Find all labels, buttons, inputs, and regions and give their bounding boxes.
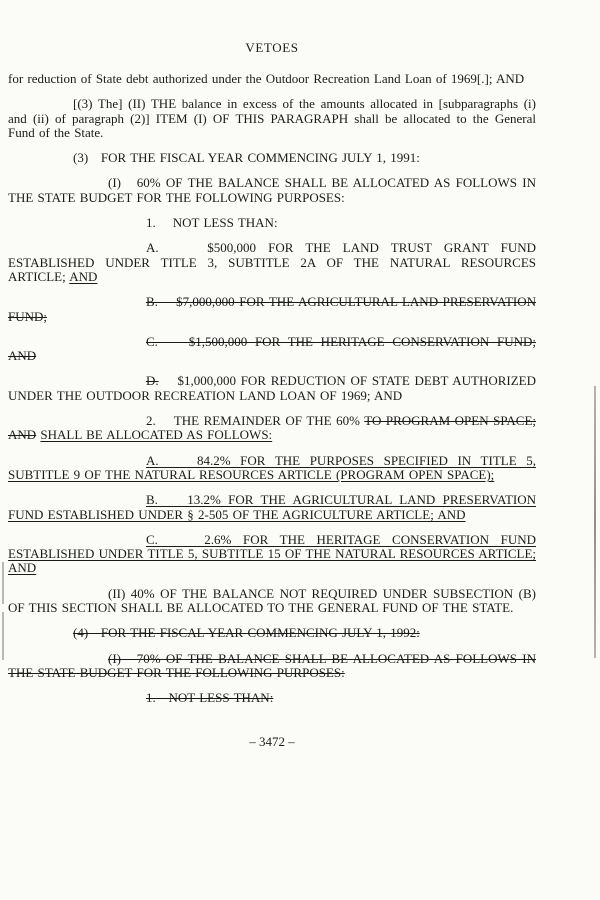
paragraph	[8, 97, 536, 140]
text-segment: for reduction of State debt authorized under the Outdoor Recreation Land Loan of 1969[.]; AND	[8, 71, 525, 86]
scan-artifact-left-line	[2, 612, 4, 660]
paragraph	[8, 493, 536, 522]
struck-text: B. $7,000,000 FOR THE AGRICULTURAL LAND PRESERVATION FUND;	[8, 294, 536, 324]
paragraph	[8, 295, 536, 324]
struck-text: 1. NOT LESS THAN:	[146, 690, 274, 706]
paragraph	[8, 176, 536, 205]
text-segment: A. $500,000 FOR THE LAND TRUST GRANT FUND ESTABLISHED UNDER TITLE 3, SUBTITLE 2A OF THE NATURAL RESOURCES ARTICLE;	[8, 240, 536, 284]
paragraph	[8, 533, 536, 576]
underlined-text: C. 2.6% FOR THE HERITAGE CONSERVATION FUND ESTABLISHED UNDER TITLE 5, SUBTITLE 15 OF THE NATURAL RESOURCES ARTICLE; AND	[8, 531, 536, 576]
text-segment: 1. NOT LESS THAN:	[146, 215, 278, 231]
struck-text: C. $1,500,000 FOR THE HERITAGE CONSERVATION FUND; AND	[8, 333, 536, 364]
paragraph	[8, 587, 536, 616]
text-segment: (II) 40% OF THE BALANCE NOT REQUIRED UNDER SUBSECTION (B) OF THIS SECTION SHALL BE ALLOCATED TO THE GENERAL FUND OF THE STATE.	[8, 585, 536, 616]
paragraph	[8, 414, 536, 443]
text-segment: [(3) The] (II) THE balance in excess of the amounts allocated in [subparagraphs (i) and (ii) of paragraph (2)] ITEM (I) OF THIS PARAGRAPH shall be allocated to the General Fund of the State.	[8, 96, 536, 140]
paragraph	[8, 216, 536, 230]
paragraph	[8, 374, 536, 403]
text-segment: (3) FOR THE FISCAL YEAR COMMENCING JULY 1, 1991:	[73, 150, 420, 166]
underlined-text: B. 13.2% FOR THE AGRICULTURAL LAND PRESERVATION FUND ESTABLISHED UNDER § 2-505 OF THE AGRICULTURE ARTICLE; AND	[8, 492, 536, 522]
scan-artifact-right-line	[594, 386, 596, 658]
text-segment: $1,000,000 FOR REDUCTION OF STATE DEBT AUTHORIZED UNDER THE OUTDOOR RECREATION LAND LOAN OF 1969; AND	[8, 373, 536, 403]
underlined-text: A. 84.2% FOR THE PURPOSES SPECIFIED IN TITLE 5, SUBTITLE 9 OF THE NATURAL RESOURCES ARTICLE (PROGRAM OPEN SPACE);	[8, 452, 536, 482]
paragraph	[8, 335, 536, 364]
paragraph	[8, 241, 536, 284]
page-number: – 3472 –	[249, 733, 295, 749]
paragraph	[8, 454, 536, 483]
text-segment: (I) 60% OF THE BALANCE SHALL BE ALLOCATED AS FOLLOWS IN THE STATE BUDGET FOR THE FOLLOWING PURPOSES:	[8, 175, 536, 205]
page-header-title: VETOES	[245, 40, 299, 55]
paragraph	[8, 72, 536, 86]
paragraph	[8, 652, 536, 681]
struck-text: (4) FOR THE FISCAL YEAR COMMENCING JULY 1, 1992:	[73, 625, 420, 641]
text-segment: 2. THE REMAINDER OF THE 60%	[146, 413, 365, 429]
underlined-text: SHALL BE ALLOCATED AS FOLLOWS:	[40, 427, 273, 443]
paragraph	[8, 151, 536, 165]
struck-text: (I) 70% OF THE BALANCE SHALL BE ALLOCATED AS FOLLOWS IN THE STATE BUDGET FOR THE FOLLOWING PURPOSES:	[8, 650, 536, 680]
paragraph	[8, 626, 536, 640]
struck-text: D.	[146, 373, 159, 389]
scan-artifact-left-line	[2, 562, 4, 604]
underlined-text: AND	[69, 268, 98, 284]
struck-text: TO PROGRAM OPEN SPACE; AND	[8, 413, 537, 443]
paragraph	[8, 691, 536, 705]
